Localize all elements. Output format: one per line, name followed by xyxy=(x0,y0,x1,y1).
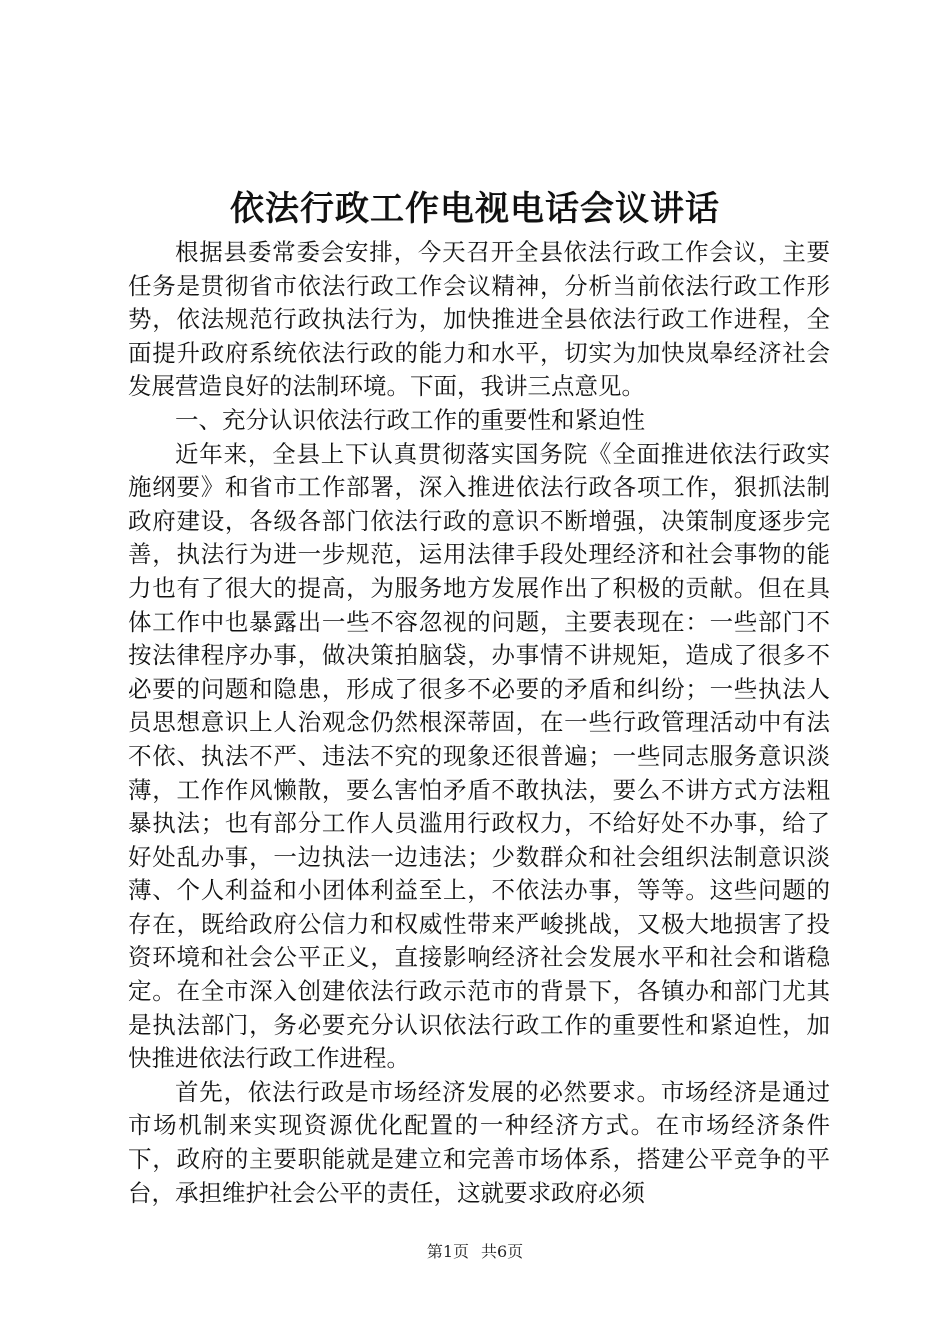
document-title: 依法行政工作电视电话会议讲话 xyxy=(230,189,720,229)
paragraph-problems: 近年来，全县上下认真贯彻落实国务院《全面推进依法行政实施纲要》和省市工作部署，深入推进依法行政各项工作，狠抓法制政府建设，各级各部门依法行政的意识不断增强，决策制度逐步完善，执法行为进一步规范，运用法律手段处理经济和社会事物的能力也有了很大的提高，为服务地方发展作出了积极的贡献。但在具体工作中也暴露出一些不容忽视的问题，主要表现在：一些部门不按法律程序办事，做决策拍脑袋，办事情不讲规矩，造成了很多不必要的问题和隐患，形成了很多不必要的矛盾和纠纷；一些执法人员思想意识上人治观念仍然根深蒂固，在一些行政管理活动中有法不依、执法不严、违法不究的现象还很普遍；一些同志服务意识淡薄，工作作风懒散，要么害怕矛盾不敢执法，要么不讲方式方法粗暴执法；也有部分工作人员滥用行政权力，不给好处不办事，给了好处乱办事，一边执法一边违法；少数群众和社会组织法制意识淡薄、个人利益和小团体利益至上，不依法办事，等等。这些问题的存在，既给政府公信力和权威性带来严峻挑战，又极大地损害了投资环境和社会公平正义，直接影响经济社会发展水平和社会和谐稳定。在全市深入创建依法行政示范市的背景下，各镇办和部门尤其是执法部门，务必要充分认识依法行政工作的重要性和紧迫性，加快推进依法行政工作进程。 xyxy=(128,439,830,1073)
document-body xyxy=(128,236,830,1210)
paragraph-first-point: 首先，依法行政是市场经济发展的必然要求。市场经济是通过市场机制来实现资源优化配置的一种经济方式。在市场经济条件下，政府的主要职能就是建立和完善市场体系，搭建公平竞争的平台，承担维护社会公平的责任，这就要求政府必须 xyxy=(128,1077,830,1207)
page-number: 第1页 xyxy=(426,1242,469,1261)
page-footer xyxy=(0,1240,950,1264)
section-heading-1: 一、充分认识依法行政工作的重要性和紧迫性 xyxy=(175,405,645,434)
paragraph-intro: 根据县委常委会安排，今天召开全县依法行政工作会议，主要任务是贯彻省市依法行政工作会议精神，分析当前依法行政工作形势，依法规范行政执法行为，加快推进全县依法行政工作进程，全面提升政府系统依法行政的能力和水平，切实为加快岚皋经济社会发展营造良好的法制环境。下面，我讲三点意见。 xyxy=(128,238,830,401)
page-total: 共6页 xyxy=(481,1242,524,1261)
